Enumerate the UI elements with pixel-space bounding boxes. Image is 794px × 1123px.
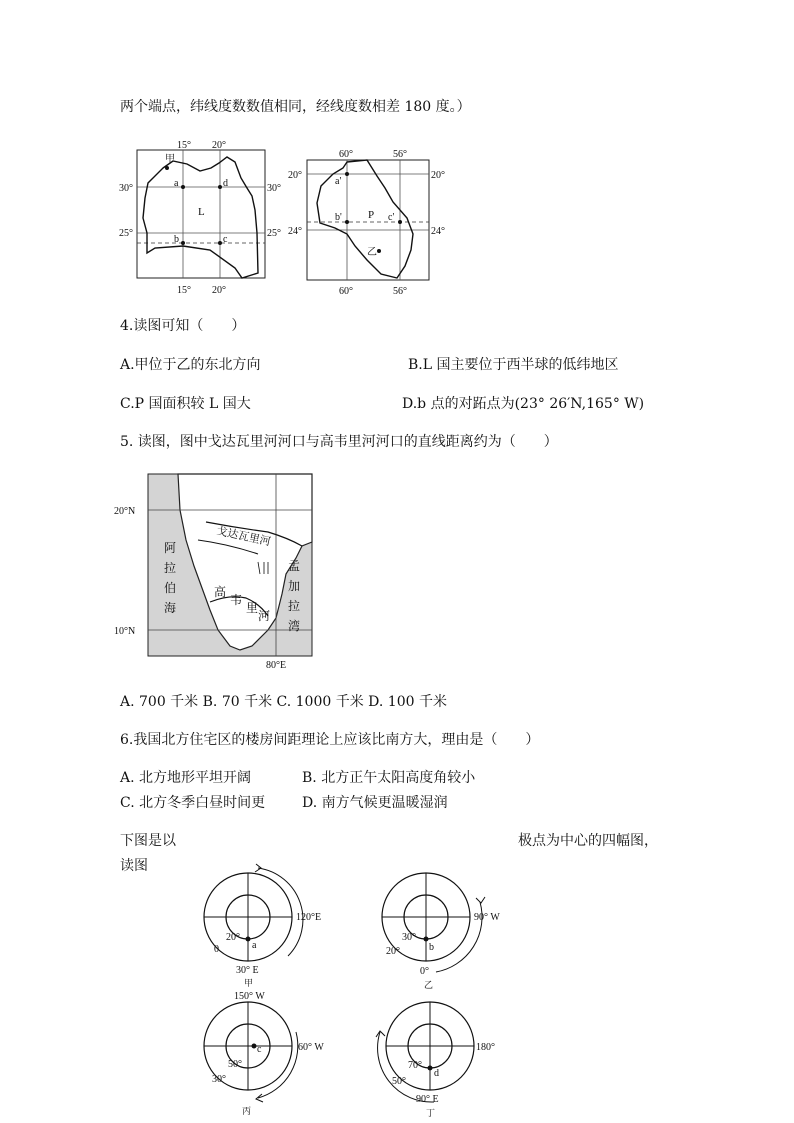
- svg-text:0°: 0°: [420, 966, 429, 977]
- q4-stem: 4.读图可知（ ）: [120, 318, 246, 334]
- q5-stem: 5. 读图，图中戈达瓦里河河口与高韦里河河口的直线距离约为（ ）: [120, 434, 558, 450]
- svg-text:90° E: 90° E: [416, 1094, 439, 1105]
- polar-diagram-jia: [204, 864, 321, 988]
- left-lat-30: 30°: [119, 183, 133, 194]
- q6-stem: 6.我国北方住宅区的楼房间距理论上应该比南方大，理由是（ ）: [120, 732, 540, 748]
- q4-option-c: C.P 国面积较 L 国大: [120, 396, 251, 412]
- svg-text:拉: 拉: [164, 561, 177, 575]
- svg-text:c: c: [257, 1044, 262, 1055]
- svg-text:甲: 甲: [244, 978, 254, 988]
- polar-diagram-ding: [376, 1002, 495, 1118]
- lon-80e: 80°E: [266, 660, 287, 671]
- left-top-lon-15: 15°: [177, 140, 191, 151]
- q6-option-a: A. 北方地形平坦开阔: [120, 770, 252, 786]
- q4-option-b: B.L 国主要位于西半球的低纬地区: [408, 357, 619, 373]
- right-top-lon-60: 60°: [339, 149, 353, 160]
- svg-text:150° W: 150° W: [234, 991, 265, 1002]
- right-left-lat-24: 24°: [288, 226, 302, 237]
- left-bottom-lon-15: 15°: [177, 285, 191, 296]
- svg-text:丁: 丁: [426, 1108, 436, 1118]
- label-jia: 甲: [165, 154, 175, 165]
- svg-text:海: 海: [164, 601, 177, 615]
- right-right-lat-20: 20°: [431, 170, 445, 181]
- q7-intro-line2: 读图: [120, 858, 148, 874]
- svg-text:50°: 50°: [392, 1076, 406, 1087]
- right-top-lon-56: 56°: [393, 149, 407, 160]
- left-lat-25: 25°: [119, 228, 133, 239]
- label-L: L: [198, 206, 205, 218]
- svg-text:50°: 50°: [228, 1059, 242, 1070]
- label-b: b: [174, 234, 179, 245]
- polar-diagram-yi: [382, 873, 500, 990]
- label-c: c: [223, 234, 228, 245]
- q7-intro-right: 极点为中心的四幅图，: [518, 833, 658, 849]
- right-bottom-lon-56: 56°: [393, 286, 407, 297]
- right-left-lat-20: 20°: [288, 170, 302, 181]
- svg-text:120°E: 120°E: [296, 912, 322, 923]
- svg-text:湾: 湾: [288, 619, 301, 633]
- right-right-lat-24: 24°: [431, 226, 445, 237]
- lat-10n: 10°N: [114, 626, 136, 637]
- label-b-prime: b': [335, 212, 342, 223]
- svg-text:0: 0: [214, 944, 219, 955]
- country-P-outline: [317, 160, 413, 278]
- left-top-lon-20: 20°: [212, 140, 226, 151]
- svg-text:河: 河: [258, 609, 271, 623]
- svg-text:30°: 30°: [402, 932, 416, 943]
- svg-text:里: 里: [246, 601, 259, 615]
- figure-country-maps: [115, 138, 455, 298]
- figure-polar-diagrams: [196, 862, 526, 1120]
- polar-diagram-bing: [204, 991, 324, 1116]
- q6-option-b: B. 北方正午太阳高度角较小: [302, 770, 476, 786]
- svg-text:60° W: 60° W: [298, 1042, 324, 1053]
- label-P: P: [368, 209, 375, 221]
- label-yi: 乙: [367, 247, 377, 258]
- right-lat-25: 25°: [267, 228, 281, 239]
- svg-text:丙: 丙: [242, 1106, 252, 1116]
- label-a: a: [174, 178, 179, 189]
- q7-intro-left: 下图是以: [120, 833, 176, 849]
- label-c-prime: c': [388, 212, 395, 223]
- q4-option-d: D.b 点的对跖点为(23° 26′N,165° W): [402, 396, 645, 412]
- svg-text:b: b: [429, 942, 434, 953]
- svg-text:a: a: [252, 940, 257, 951]
- godavari-label: 戈达瓦里河: [215, 525, 272, 549]
- svg-text:70°: 70°: [408, 1060, 422, 1071]
- q6-option-c: C. 北方冬季白昼时间更: [120, 795, 266, 811]
- svg-text:180°: 180°: [476, 1042, 495, 1053]
- svg-text:20°: 20°: [386, 946, 400, 957]
- label-a-prime: a': [335, 176, 342, 187]
- q6-option-d: D. 南方气候更温暖湿润: [302, 795, 448, 811]
- right-bottom-lon-60: 60°: [339, 286, 353, 297]
- left-bottom-lon-20: 20°: [212, 285, 226, 296]
- lat-20n: 20°N: [114, 506, 136, 517]
- figure-india-map: [114, 470, 328, 675]
- svg-text:90° W: 90° W: [474, 912, 500, 923]
- svg-text:拉: 拉: [288, 599, 301, 613]
- q5-options: A. 700 千米 B. 70 千米 C. 1000 千米 D. 100 千米: [120, 694, 447, 710]
- svg-text:阿: 阿: [164, 541, 177, 555]
- svg-text:d: d: [434, 1068, 439, 1079]
- svg-text:韦: 韦: [230, 593, 243, 607]
- svg-text:乙: 乙: [424, 980, 434, 990]
- svg-text:30°: 30°: [212, 1074, 226, 1085]
- svg-text:伯: 伯: [164, 581, 177, 595]
- svg-text:30° E: 30° E: [236, 965, 259, 976]
- svg-text:孟: 孟: [288, 559, 301, 573]
- svg-text:高: 高: [214, 585, 227, 599]
- intro-text: 两个端点，纬线度数数值相同，经线度数相差 180 度。）: [120, 99, 471, 115]
- right-lat-30: 30°: [267, 183, 281, 194]
- svg-text:20°: 20°: [226, 932, 240, 943]
- label-d: d: [223, 178, 228, 189]
- q4-option-a: A.甲位于乙的东北方向: [120, 357, 261, 373]
- svg-text:加: 加: [288, 579, 301, 593]
